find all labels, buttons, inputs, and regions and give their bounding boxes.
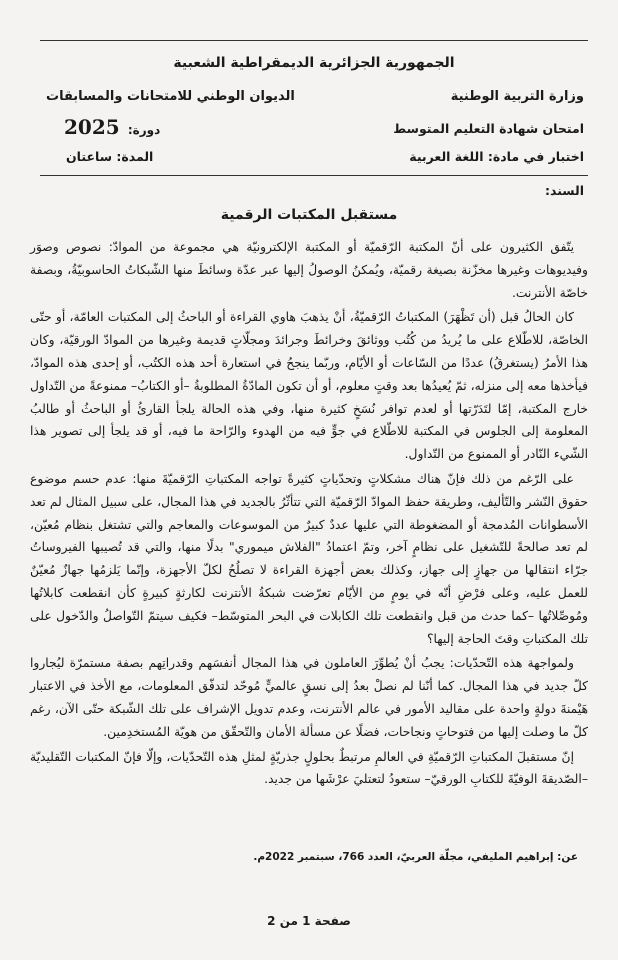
paragraph: إنّ مستقبلَ المكتباتِ الرّقميّةِ في العالمِ مرتبطٌ بحلولٍ جذريّةٍ لمثلِ هذه التّحدّيات، وإلّا فإنّ المكتبات التّقليديّة –الصّديقةَ الوفيّةَ للكتابِ الورقيّ– ستعودُ لتعتليَ عرْشَها من جديد. [30,749,588,787]
paragraph: على الرّغم من ذلك فإنّ هناك مشكلاتٍ وتحدّياتٍ كثيرةً تواجه المكتباتِ الرّقميّةَ منها: عدم حسم موضوع حقوق النّشر والتّأليف، وطريقة حفظ الموادّ الرّقميّة التي تتأثّرُ بالجديد في هذا المجال، على سبيل المثال لم تعد الأسطوانات المُدمجة أو المضغوطة التي عليها عددٌ كبيرٌ من الموسوعات والمعاجم والتي تشتغل بنظام مُعيّن، لم تعد صالحةً للتّشغيل على نظامٍ آخر، وتمّ اعتمادُ "الفلاش ميموري" بدلًا منها، والتي قد تُصيبها الفيروساتُ جرّاء انتقالها من جهازٍ إلى جهاز، وكذلك بعض أجهزة القراءة لا تصلُحُ لكلّ الأجهزة، وإنّما يَلزمُها جهازٌ مُعيّنٌ للعمل عليه، وعلى فرْضِ أنّه في يومٍ من الأيّام تعرّضت شبكةُ الأنترنت لكارثةٍ كبيرةٍ كأن انقطعت كابلاتُها ومُوصِّلاتُها –كما حدث من قبل وانقطعت تلك الكابلات في البحر المتوسّط– فكيف سيتمّ التّواصلُ والدّخول على تلك المكتباتِ وقتَ الحاجة إليها؟ [30,471,588,646]
exam-duration: المدة: ساعتان [66,149,154,164]
paragraph: يتّفق الكثيرون على أنّ المكتبة الرّقميّة أو المكتبة الإلكترونيّة هي مجموعة من الموادّ: نصوص وصوَر وفيديوهات وغيرها مخزّنة بصيغة رقميّة، ويُمكنُ الوصولُ إليها عبر عدّة وسائطَ منها الشّبكاتُ الحاسوبيّةُ، وبصفة خاصّة الأنترنت. [30,240,588,300]
paragraph: ولمواجهة هذه التّحدّيات: يجبُ أنْ يُطوِّرَ العاملون في هذا المجال أنفسَهم وقدراتِهم بصفة مستمرّة ليُجاروا كلّ جديد في هذا المجال. كما أنّنا لم نصلْ بعدُ إلى نسقٍ عالميٍّ مُوحّد لتدفّق المعلومات، مع الأخذ في الاعتبار هَيْمنةَ دولةٍ واحدة على مقاليد الأمور في عالم الأنترنت، وعدم تدويل الإشراف على تلك الشّبكة حتّى الآن، رغم كلّ ما وصلت إليها من فتوحاتٍ ونجاحات، فضلًا عن مسألة الأمان والتّحقّق من هويّة المُستخدِمين. [30,656,588,739]
exam-name: امتحان شهادة التعليم المتوسط [393,121,584,136]
session-year: 2025 [64,115,120,139]
republic-title: الجمهورية الجزائرية الديمقراطية الشعبية [173,55,455,71]
text-source: عن: إبراهيم المليفي، مجلّة العربيّ، العدد 766، سبتمبر 2022م. [253,851,578,863]
text-title: مستقبل المكتبات الرقمية [220,207,398,223]
header-divider [40,175,588,176]
ministry-name: وزارة التربية الوطنية [450,89,584,104]
paragraph: كان الحالُ قبل (أن تَظْهَرَ) المكتباتُ الرّقميّةُ، أنْ يذهبَ هاوي القراءة أو الباحثُ إلى المكتبات العامّة، أو حتّى الخاصّة، للاطّلاع على ما يُريدُ من كُتُب ووثائقَ وخرائطَ وجرائدَ ومجلّاتٍ قديمة وغيرها من الموادّ الورقيّة، وكان هذا الأمرُ (يستغرقُ) عددًا من السّاعات أو الأيّام، وربّما ينجحُ في استعارة أحد هذه الكتُب، أو إحدى هذه الموادّ، فيأخذها معه إلى منزله، ثمّ يُعيدُها بعد وقتٍ معلوم، أو أن تكون المادّةُ المطلوبةُ –أو الكتابُ– ممنوعةً من التّداول خارج المكتبة، إمّا لتَدَرّتها أو لعدم توافر نُسَخٍ كثيرة منها، وفي هذه الحالة يلجأ القارئُ أو الباحثُ أو طالبُ المعلومة إلى الجلوس في المكتبة للاطّلاع في جوٍّ فيه من الهدوء والرّاحة ما فيه، أو قد يلجأ إلى تصوير هذا الشّيء النّادر أو الممنوع من التّداول. [30,310,588,462]
page-number: صفحة 1 من 2 [267,914,351,928]
exam-subject: اختبار في مادة: اللغة العربية [409,149,584,164]
exam-office-name: الديوان الوطني للامتحانات والمسابقات [46,89,295,104]
text-label: السند: [544,183,584,198]
session-label: دورة: [127,123,161,137]
session-info [64,115,160,139]
exam-header [40,40,588,171]
text-body [30,236,588,793]
